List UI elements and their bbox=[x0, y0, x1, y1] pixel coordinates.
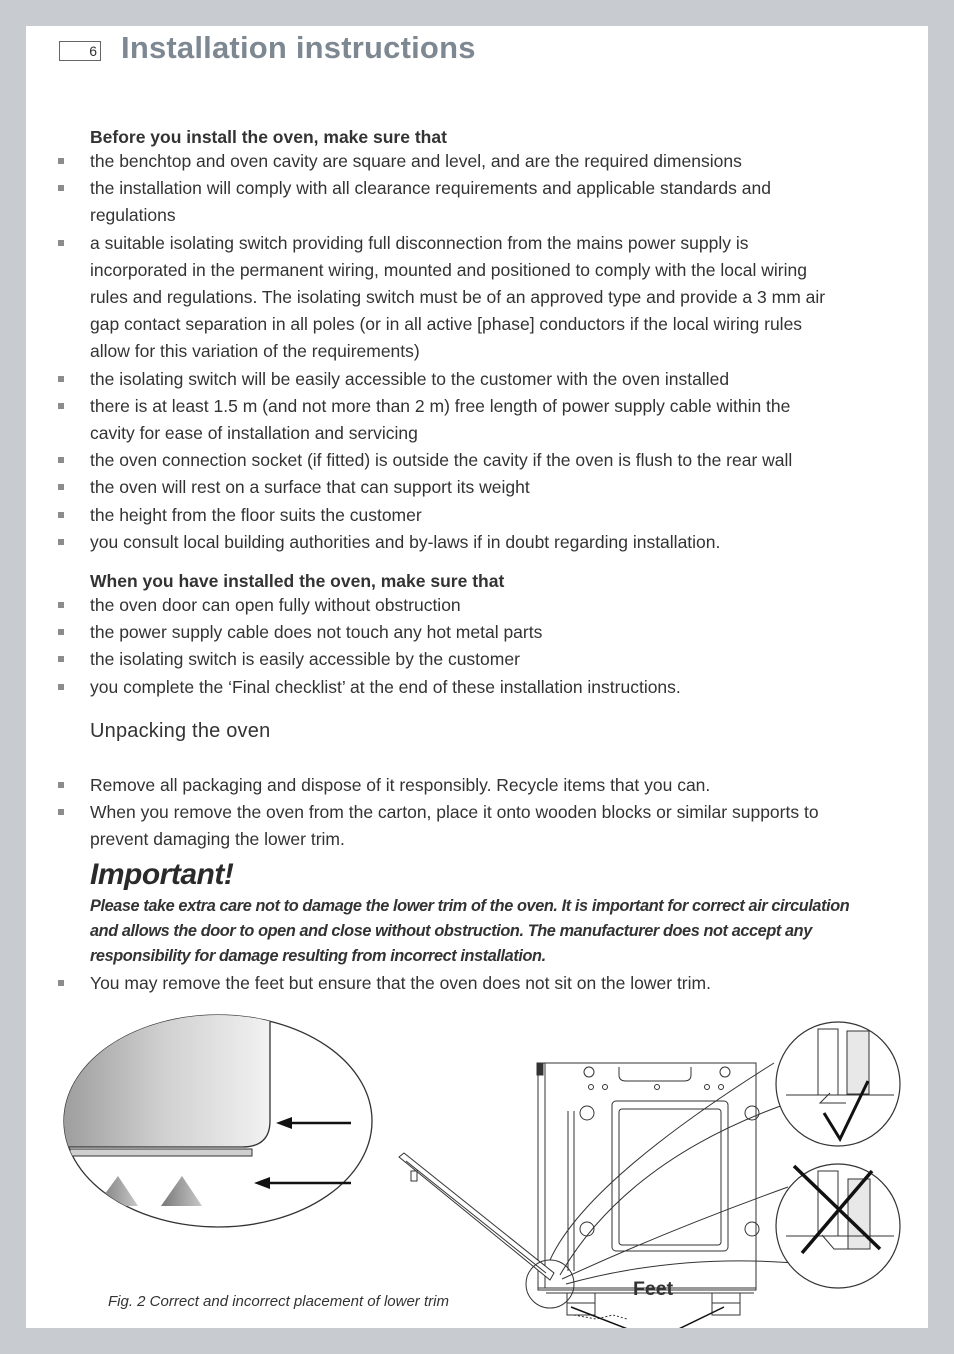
feet-label: Feet bbox=[633, 1278, 674, 1300]
before-install-list bbox=[26, 148, 826, 556]
page-sheet bbox=[26, 26, 928, 1328]
after-install-heading: When you have installed the oven, make sure that bbox=[90, 571, 505, 591]
list-item: the benchtop and oven cavity are square and level, and are the required dimensions bbox=[26, 148, 826, 175]
list-item: the installation will comply with all clearance requirements and applicable standards and regulations bbox=[26, 175, 826, 229]
page-title: Installation instructions bbox=[121, 30, 476, 65]
list-item: You may remove the feet but ensure that the oven does not sit on the lower trim. bbox=[26, 970, 826, 997]
list-item: you consult local building authorities and by-laws if in doubt regarding installation. bbox=[26, 529, 826, 556]
page-number: 6 bbox=[59, 41, 101, 61]
incorrect-detail bbox=[776, 1164, 900, 1288]
magnified-trim-detail bbox=[56, 1011, 372, 1227]
list-item: a suitable isolating switch providing full disconnection from the mains power supply is incorporated in the permanent wiring, mounted and positioned to comply with the local wiring rules and regulations. The isolating switch must be of an approved type and provide a 3 mm air gap contact separation in all poles (or in all active [phase] conductors if the local wiring rules allow for this variation of the requirements) bbox=[26, 230, 826, 366]
before-install-heading: Before you install the oven, make sure that bbox=[90, 127, 447, 147]
important-list bbox=[26, 970, 826, 997]
list-item: the height from the floor suits the customer bbox=[26, 502, 826, 529]
list-item: you complete the ‘Final checklist’ at the end of these installation instructions. bbox=[26, 674, 826, 701]
unpacking-list bbox=[26, 772, 826, 854]
list-item: Remove all packaging and dispose of it responsibly. Recycle items that you can. bbox=[26, 772, 826, 799]
list-item: the isolating switch is easily accessible by the customer bbox=[26, 646, 826, 673]
list-item: there is at least 1.5 m (and not more than 2 m) free length of power supply cable within the cavity for ease of installation and servicing bbox=[26, 393, 826, 447]
list-item: the power supply cable does not touch any hot metal parts bbox=[26, 619, 826, 646]
after-install-list bbox=[26, 592, 826, 701]
unpacking-heading: Unpacking the oven bbox=[90, 720, 271, 742]
important-title: Important! bbox=[90, 858, 234, 891]
important-body: Please take extra care not to damage the lower trim of the oven. It is important for correct air circulation and allows the door to open and close without obstruction. The manufacturer does not accept any responsibility for damage resulting from incorrect installation. bbox=[90, 897, 850, 965]
oven-diagram bbox=[399, 1063, 816, 1328]
list-item: the isolating switch will be easily accessible to the customer with the oven installed bbox=[26, 366, 826, 393]
lower-trim-figure bbox=[26, 1001, 928, 1328]
figure-caption: Fig. 2 Correct and incorrect placement of lower trim bbox=[108, 1293, 449, 1310]
list-item: the oven will rest on a surface that can support its weight bbox=[26, 474, 826, 501]
list-item: the oven connection socket (if fitted) is outside the cavity if the oven is flush to the rear wall bbox=[26, 447, 826, 474]
correct-detail bbox=[776, 1022, 900, 1146]
list-item: When you remove the oven from the carton, place it onto wooden blocks or similar supports to prevent damaging the lower trim. bbox=[26, 799, 826, 853]
list-item: the oven door can open fully without obstruction bbox=[26, 592, 826, 619]
